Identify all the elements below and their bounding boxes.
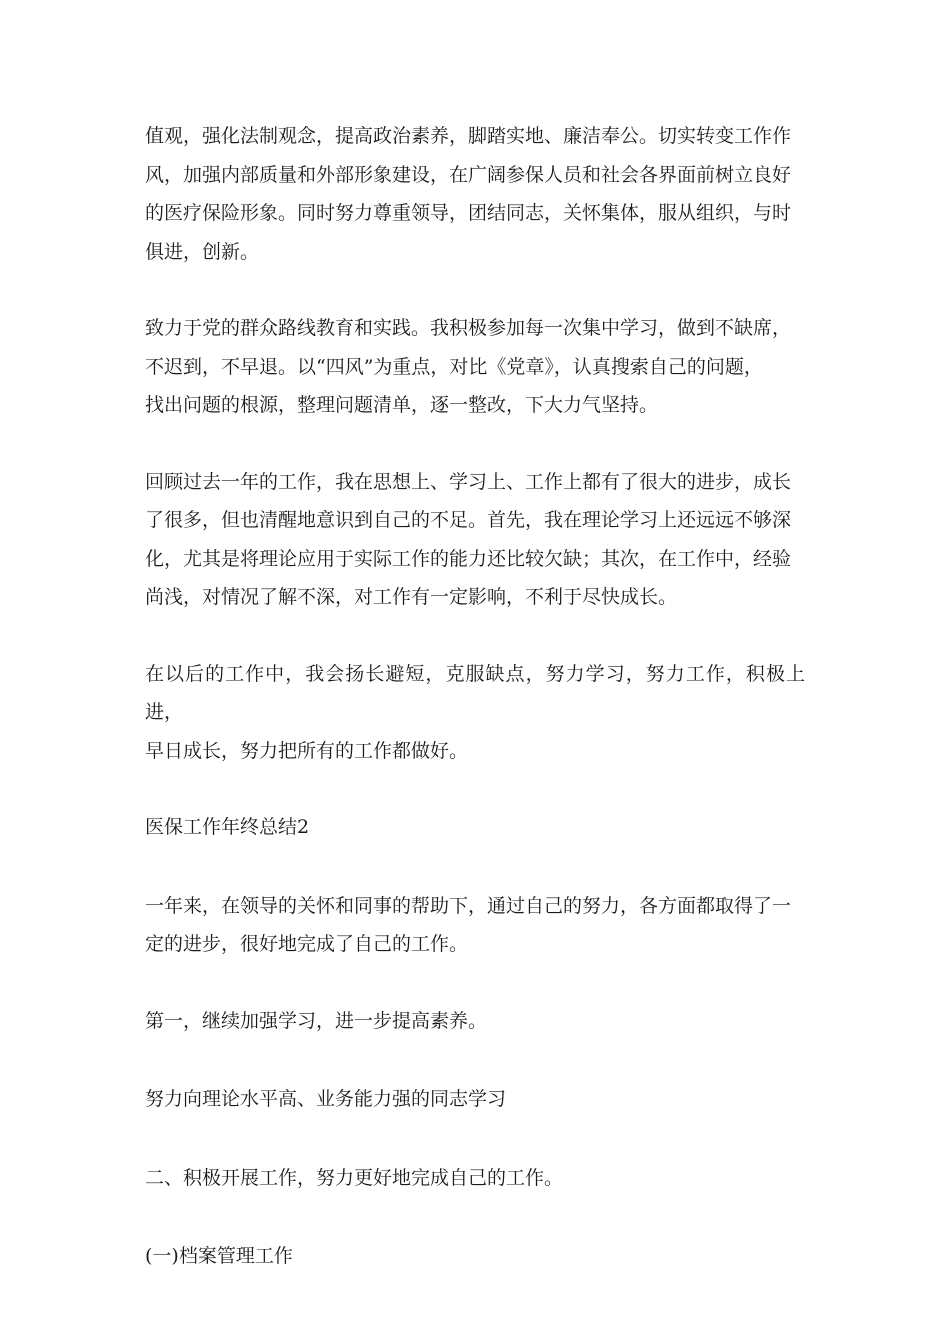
text-line: 回顾过去一年的工作，我在思想上、学习上、工作上都有了很大的进步，成长 xyxy=(145,470,792,493)
section-title: 医保工作年终总结2 xyxy=(145,816,310,838)
paragraph-mass-line xyxy=(145,309,805,425)
text-line: 尚浅，对情况了解不深，对工作有一定影响，不利于尽快成长。 xyxy=(145,586,678,608)
text-line: 化，尤其是将理论应用于实际工作的能力还比较欠缺；其次，在工作中，经验 xyxy=(145,547,792,570)
point-one-heading: 第一，继续加强学习，进一步提高素养。 xyxy=(145,1009,488,1032)
paragraph-review xyxy=(145,463,805,617)
text-line: 早日成长，努力把所有的工作都做好。 xyxy=(145,739,469,762)
text-line: 找出问题的根源，整理问题清单，逐一整改，下大力气坚持。 xyxy=(145,394,659,416)
text-line: 的医疗保险形象。同时努力尊重领导，团结同志，关怀集体，服从组织，与时 xyxy=(145,202,792,224)
text-line: 致力于党的群众路线教育和实践。我积极参加每一次集中学习，做到不缺席， xyxy=(145,317,792,339)
paragraph-intro xyxy=(145,887,805,964)
text-line: 一年来，在领导的关怀和同事的帮助下，通过自己的努力，各方面都取得了一 xyxy=(145,894,792,917)
sub-point-heading: (一)档案管理工作 xyxy=(145,1245,293,1267)
point-two-heading: 二、积极开展工作，努力更好地完成自己的工作。 xyxy=(145,1166,564,1189)
text-line: 了很多，但也清醒地意识到自己的不足。首先，我在理论学习上还远远不够深 xyxy=(145,509,792,531)
text-line: 俱进，创新。 xyxy=(145,240,260,263)
paragraph-future xyxy=(145,655,805,771)
text-line: 风，加强内部质量和外部形象建设，在广阔参保人员和社会各界面前树立良好 xyxy=(145,163,792,186)
text-line: 定的进步，很好地完成了自己的工作。 xyxy=(145,933,469,955)
point-one-detail: 努力向理论水平高、业务能力强的同志学习 xyxy=(145,1088,507,1110)
text-line: 在以后的工作中，我会扬长避短，克服缺点，努力学习，努力工作，积极上进， xyxy=(145,662,805,723)
text-line: 值观，强化法制观念，提高政治素养，脚踏实地、廉洁奉公。切实转变工作作 xyxy=(145,125,792,147)
paragraph-values xyxy=(145,117,805,271)
document-body xyxy=(145,117,805,1316)
text-line: 不迟到，不早退。以“四风”为重点，对比《党章》，认真搜索自己的问题， xyxy=(145,355,763,378)
